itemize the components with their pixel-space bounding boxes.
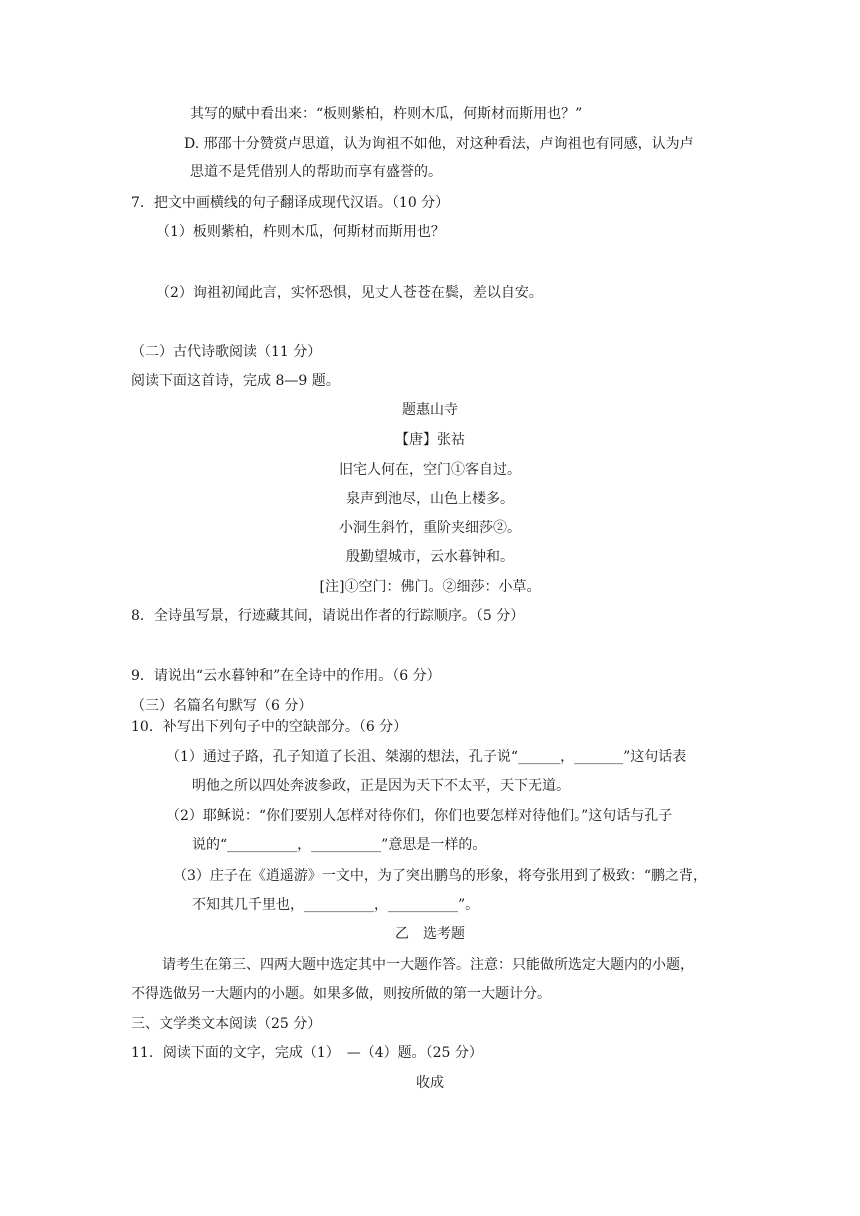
- section-3-heading: （三）名篇名句默写（6 分）: [131, 698, 313, 714]
- poem-line-1: 旧宅人何在，空门①客自过。: [339, 462, 521, 478]
- q10-title: 10．补写出下列句子中的空缺部分。（6 分）: [131, 719, 408, 735]
- q6-option-c-tail: 其写的赋中看出来：“板则紫柏，杵则木瓜，何斯材而斯用也？”: [190, 106, 583, 122]
- q6-option-d-line2: 思道不是凭借别人的帮助而享有盛誉的。: [190, 164, 442, 180]
- section-2-heading: （二）古代诗歌阅读（11 分）: [131, 344, 322, 360]
- poem-line-4: 殷勤望城市，云水暮钟和。: [346, 549, 514, 565]
- story-title: 收成: [416, 1075, 444, 1091]
- q6-option-d-line1: D. 邢邵十分赞赏卢思道，认为询祖不如他，对这种看法，卢询祖也有同感，认为卢: [184, 136, 694, 152]
- q7-item-2: （2）询祖初闻此言，实怀恐惧，见丈人苍苍在鬓，差以自安。: [156, 285, 543, 301]
- part-yi-instruction-line1: 请考生在第三、四两大题中选定其中一大题作答。注意：只能做所选定大题内的小题，: [162, 957, 694, 973]
- q9: 9．请说出“云水暮钟和”在全诗中的作用。（6 分）: [131, 668, 441, 684]
- poem-line-2: 泉声到池尽，山色上楼多。: [346, 491, 514, 507]
- poem-note: [注]①空门：佛门。②细莎：小草。: [319, 579, 541, 595]
- poem-title: 题惠山寺: [402, 402, 458, 418]
- q11-title: 11．阅读下面的文字，完成（1） —（4）题。（25 分）: [131, 1045, 483, 1061]
- q10-item-3-line1: （3）庄子在《逍遥游》一文中，为了突出鹏鸟的形象，将夸张用到了极致：“鹏之背，: [173, 868, 708, 884]
- poem-line-3: 小洞生斜竹，重阶夹细莎②。: [339, 520, 521, 536]
- poem-author: 【唐】张祜: [395, 432, 465, 448]
- part-yi-heading: 乙 选考题: [395, 926, 465, 942]
- q10-item-2-line1: （2）耶稣说：“你们要别人怎样对待你们，你们也要怎样对待他们。”这句话与孔子: [166, 808, 673, 824]
- q10-item-2-line2: 说的“__________，__________”意思是一样的。: [192, 837, 487, 853]
- section-2-intro: 阅读下面这首诗，完成 8—9 题。: [131, 373, 340, 389]
- q8: 8．全诗虽写景，行迹藏其间，请说出作者的行踪顺序。（5 分）: [131, 608, 525, 624]
- q10-item-3-line2: 不知其几千里也，__________，__________”。: [192, 897, 480, 913]
- q7-title: 7．把文中画横线的句子翻译成现代汉语。（10 分）: [131, 195, 450, 211]
- q10-item-1-line2: 明他之所以四处奔波参政，正是因为天下不太平，天下无道。: [192, 778, 570, 794]
- q7-item-1: （1）板则紫柏，杵则木瓜，何斯材而斯用也？: [156, 224, 445, 240]
- q10-item-1-line1: （1）通过子路，孔子知道了长沮、桀溺的想法，孔子说“______，_______”这句话表: [166, 749, 687, 765]
- section-three-heading: 三、文学类文本阅读（25 分）: [131, 1016, 322, 1032]
- part-yi-instruction-line2: 不得选做另一大题内的小题。如果多做，则按所做的第一大题计分。: [131, 986, 551, 1002]
